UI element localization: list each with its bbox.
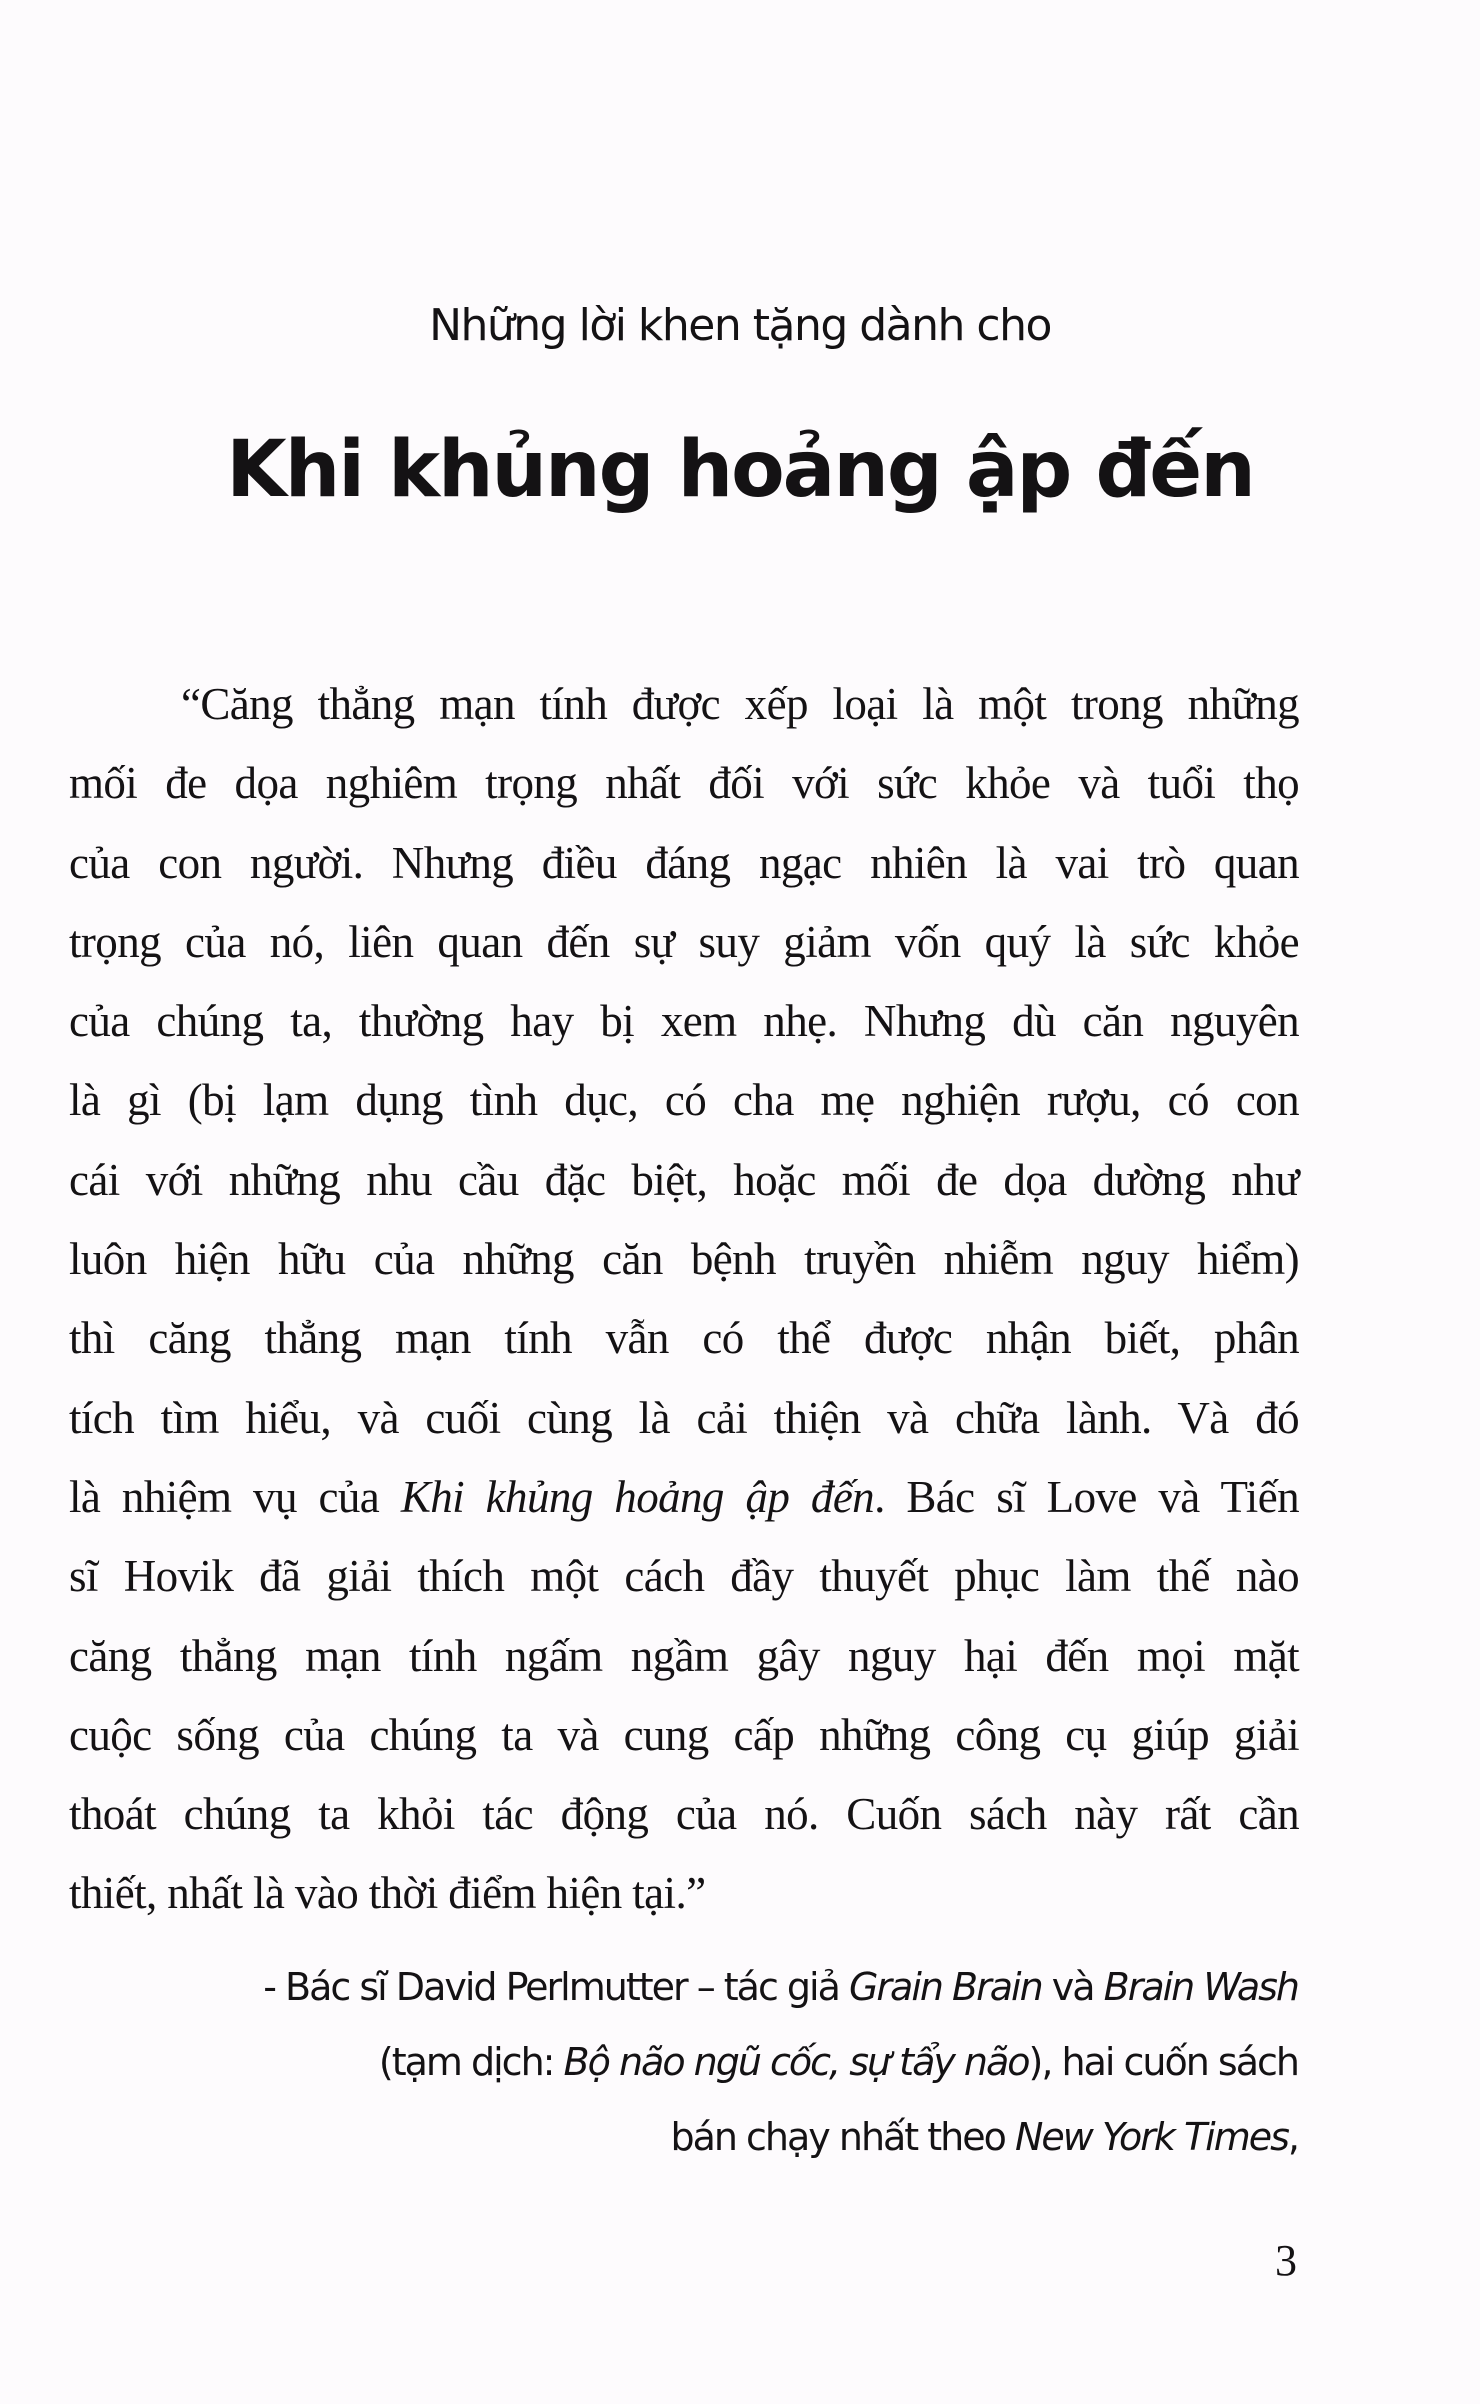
italic-title-text: Bộ não ngũ cốc, sự tẩy não <box>563 2040 1029 2084</box>
page-subtitle: Những lời khen tặng dành cho <box>429 300 1051 351</box>
quote-line <box>69 1775 1299 1854</box>
attribution-line <box>263 2025 1298 2100</box>
quote-line <box>69 1141 1299 1220</box>
quote-line <box>69 744 1299 823</box>
text-segment: tích tìm hiểu, và cuối cùng là cải thiện và chữa lành. Và đó <box>69 1392 1299 1443</box>
quote-line <box>69 903 1299 982</box>
quote-line <box>69 1537 1299 1616</box>
text-segment: thoát chúng ta khỏi tác động của nó. Cuốn sách này rất cần <box>69 1789 1299 1840</box>
quote-line <box>69 1617 1299 1696</box>
text-segment: , <box>1287 2115 1298 2159</box>
quote-line <box>69 1458 1299 1537</box>
quote-line <box>69 665 1299 744</box>
attribution-line <box>263 1950 1298 2025</box>
text-segment: của con người. Nhưng điều đáng ngạc nhiên là vai trò quan <box>69 837 1299 888</box>
quote-line <box>69 824 1299 903</box>
text-segment: cuộc sống của chúng ta và cung cấp những công cụ giúp giải <box>69 1709 1299 1760</box>
italic-title-text: Khi khủng hoảng ập đến <box>400 1471 875 1522</box>
attribution-line <box>263 2100 1298 2175</box>
text-segment: “Căng thẳng mạn tính được xếp loại là một trong những <box>181 679 1299 729</box>
text-segment: là nhiệm vụ của <box>69 1471 401 1522</box>
italic-title-text: Grain Brain <box>848 1965 1042 2009</box>
text-segment: luôn hiện hữu của những căn bệnh truyền nhiễm nguy hiểm) <box>69 1234 1299 1285</box>
quote-line <box>69 1220 1299 1299</box>
page-title: Khi khủng hoảng ập đến <box>226 425 1254 515</box>
text-segment: căng thẳng mạn tính ngấm ngầm gây nguy hại đến mọi mặt <box>69 1630 1299 1681</box>
quote-body <box>69 665 1299 1934</box>
text-segment: trọng của nó, liên quan đến sự suy giảm vốn quý là sức khỏe <box>69 916 1299 967</box>
italic-title-text: New York Times <box>1014 2115 1288 2159</box>
text-segment: của chúng ta, thường hay bị xem nhẹ. Nhưng dù căn nguyên <box>69 996 1299 1047</box>
quote-line <box>69 982 1299 1061</box>
quote-line <box>69 1379 1299 1458</box>
quote-line <box>69 1061 1299 1140</box>
text-segment: - Bác sĩ David Perlmutter – tác giả <box>263 1965 849 2009</box>
text-segment: cái với những nhu cầu đặc biệt, hoặc mối đe dọa dường như <box>69 1154 1299 1205</box>
quote-attribution <box>263 1950 1298 2175</box>
text-segment: và <box>1041 1965 1104 2009</box>
quote-line <box>69 1696 1299 1775</box>
text-segment: thì căng thẳng mạn tính vẫn có thể được nhận biết, phân <box>69 1313 1299 1364</box>
page-number: 3 <box>1275 2236 1297 2285</box>
text-segment: sĩ Hovik đã giải thích một cách đầy thuyết phục làm thế nào <box>69 1551 1299 1602</box>
text-segment: (tạm dịch: <box>378 2040 564 2084</box>
italic-title-text: Brain Wash <box>1103 1965 1298 2009</box>
text-segment: mối đe dọa nghiêm trọng nhất đối với sức khỏe và tuổi thọ <box>69 758 1299 809</box>
quote-line <box>69 1854 1299 1933</box>
text-segment: ), hai cuốn sách <box>1028 2040 1298 2084</box>
text-segment: bán chạy nhất theo <box>670 2115 1015 2159</box>
quote-line <box>69 1299 1299 1378</box>
text-segment: là gì (bị lạm dụng tình dục, có cha mẹ nghiện rượu, có con <box>69 1075 1299 1126</box>
text-segment: . Bác sĩ Love và Tiến <box>874 1471 1299 1522</box>
text-segment: thiết, nhất là vào thời điểm hiện tại.” <box>69 1868 706 1919</box>
